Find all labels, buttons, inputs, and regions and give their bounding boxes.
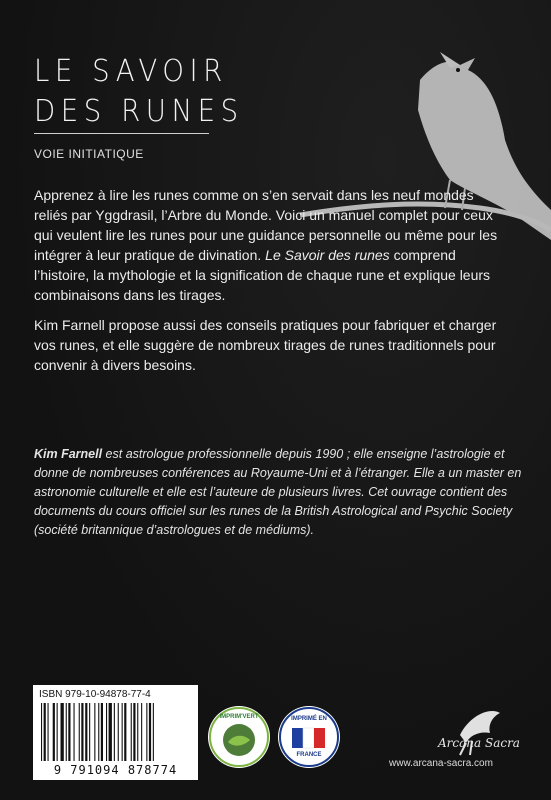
description-paragraph-1 <box>34 185 504 305</box>
france-label: FRANCE <box>296 752 322 758</box>
imprim-vert-badge <box>208 706 270 768</box>
title-divider <box>34 133 209 134</box>
barcode <box>37 703 194 763</box>
title-line-2: DES RUNES <box>34 94 244 129</box>
description-text-1a: Apprenez à lire les runes comme on s’en servait dans les neuf mondes reliés par Yggdrasil, l’Arbre du Monde. Voici un manuel complet pour ceux qui veulent lire les runes pour une guidance personnelle ou même pour les intégrer à leur pratique de divination. <box>34 187 498 263</box>
publisher-website[interactable]: www.arcana-sacra.com <box>389 758 493 769</box>
description-paragraph-2: Kim Farnell propose aussi des conseils pratiques pour fabriquer et charger vos runes, et elle suggère de nombreux tirages de runes traditionnels pour convenir à divers besoins. <box>34 317 497 373</box>
title-line-1: LE SAVOIR <box>34 54 228 89</box>
imprim-vert-label: IMPRIM'VERT <box>219 714 259 720</box>
barcode-panel <box>33 685 198 780</box>
imprime-en-france-badge <box>278 706 340 768</box>
publisher-logo-text: Arcana Sacra <box>438 736 520 750</box>
author-bio <box>34 445 529 540</box>
author-bio-text: est astrologue professionnelle depuis 1990 ; elle enseigne l’astrologie et donne de nombreuses conférences au Royaume-Uni et à l’étranger. Elle a un master en astronomie culturelle et elle est l’auteure de plusieurs livres. Cet ouvrage contient des documents du cours officiel sur les runes de la British Astrological and Psychic Society (société britannique d’astrologues et de médiums). <box>34 447 522 537</box>
author-name: Kim Farnell <box>34 447 103 461</box>
description-text-1b: comprend l’histoire, la mythologie et la signification de chaque rune et explique leurs combinaisons dans les tirages. <box>34 247 491 303</box>
series-subtitle: VOIE INITIATIQUE <box>34 147 144 161</box>
book-title-inline: Le Savoir des runes <box>265 247 390 263</box>
book-title <box>34 52 262 132</box>
ean-number: 9 791094 878774 <box>53 763 178 777</box>
isbn-label: ISBN 979-10-94878-77-4 <box>39 689 151 700</box>
description <box>34 185 504 385</box>
imprime-en-label: IMPRIMÉ EN <box>291 716 327 722</box>
